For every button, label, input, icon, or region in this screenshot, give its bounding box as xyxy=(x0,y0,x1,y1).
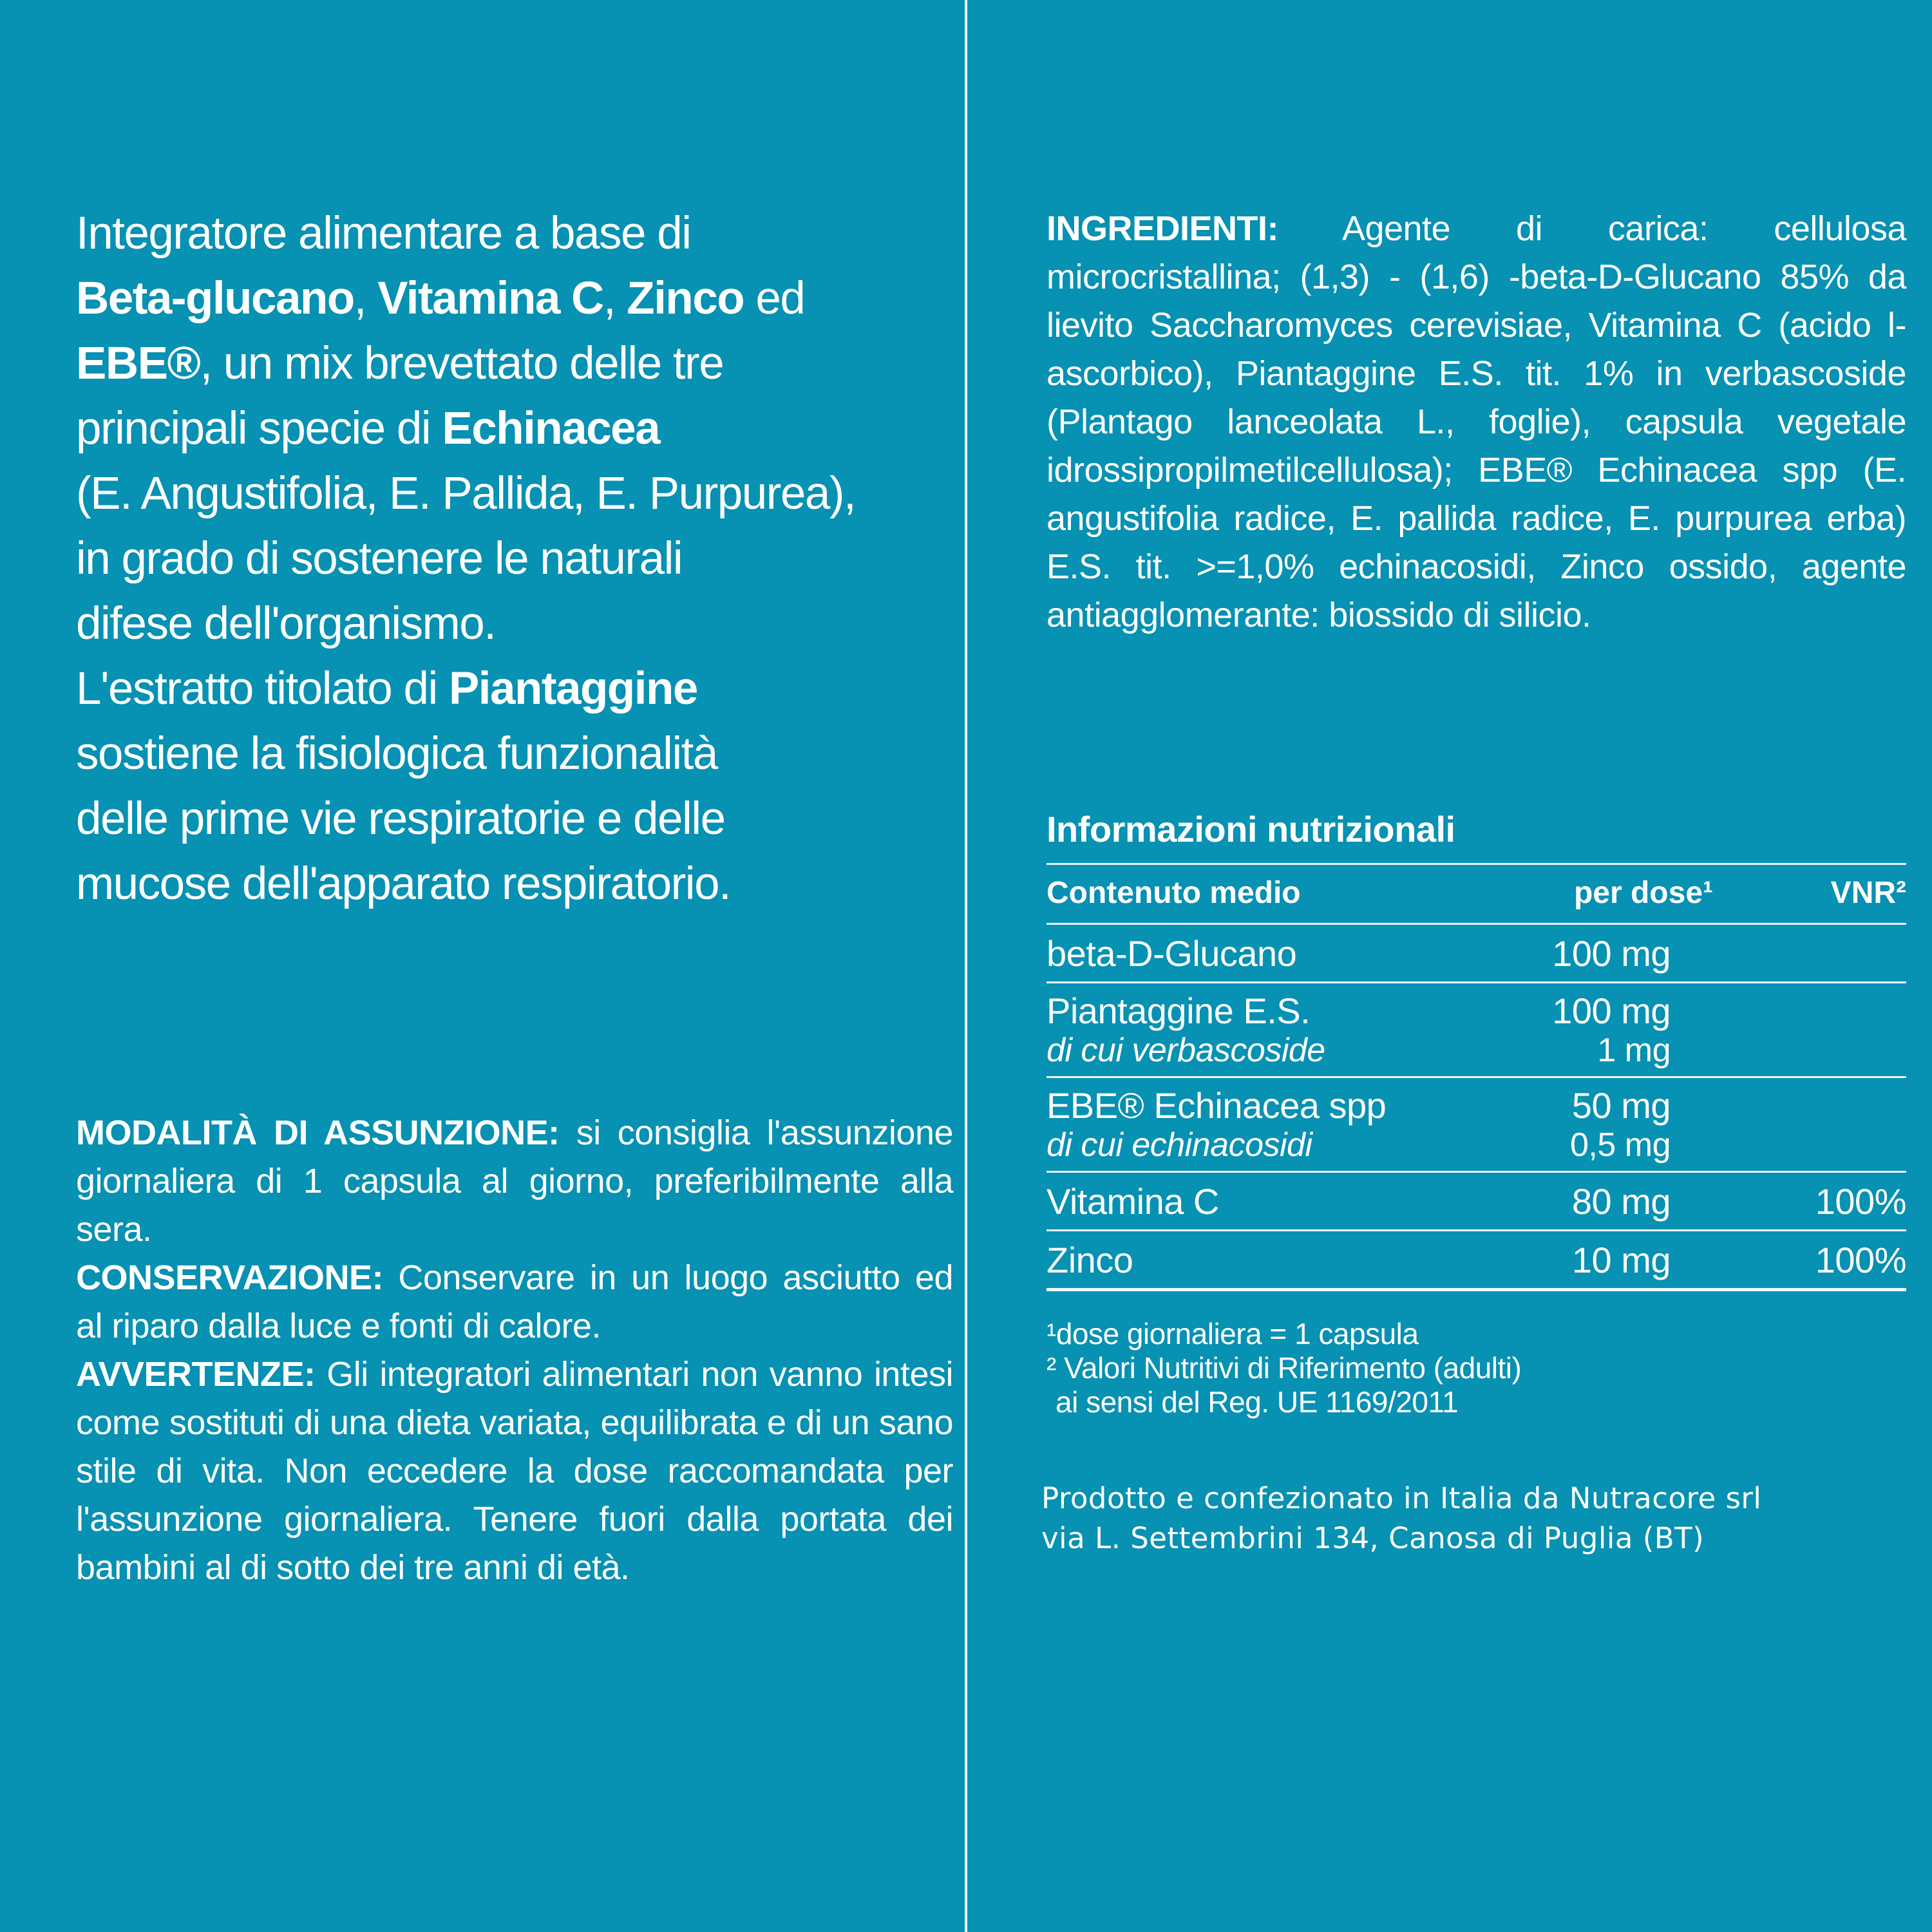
producer-line-1: Prodotto e confezionato in Italia da Nutracore srl xyxy=(1041,1481,1762,1515)
usage-section xyxy=(76,1109,953,1592)
storage-paragraph: CONSERVAZIONE: Conservare in un luogo asciutto ed al riparo dalla luce e fonti di calore. xyxy=(76,1258,953,1345)
row-name-main: EBE® Echinacea spp xyxy=(1046,1085,1387,1126)
nutrition-row-piantaggine xyxy=(1046,983,1906,1076)
header-content: Contenuto medio xyxy=(1046,876,1301,910)
row-dose-sub: 0,5 mg xyxy=(1570,1126,1671,1164)
row-name xyxy=(1046,990,1404,1068)
row-name-sub: di cui echinacosidi xyxy=(1046,1126,1312,1164)
nutrition-section xyxy=(1046,809,1906,1419)
row-dose: 10 mg xyxy=(1571,1240,1671,1280)
ingredients-paragraph: INGREDIENTI: Agente di carica: cellulosa microcristallina; (1,3) - (1,6) -beta-D-Glucano 85% da lievito Saccharomyces cerevisiae, Vitamina C (acido l-ascorbico), Piantaggine E.S. tit. 1% in verbascoside (Plantago lanceolata L., foglie), capsula vegetale idrossipropilmetilcellulosa); EBE® Echinacea spp (E. angustifolia radice, E. pallida radice, E. purpurea erba) E.S. tit. >=1,0% echinacosidi, Zinco ossido, agente antiagglomerante: biossido di silicio. xyxy=(1046,209,1906,634)
row-name: Vitamina C xyxy=(1046,1181,1219,1222)
footnote-dose: ¹dose giornaliera = 1 capsula xyxy=(1046,1317,1419,1350)
warnings-paragraph: AVVERTENZE: Gli integratori alimentari non vanno intesi come sostituti di una dieta variata, equilibrata e di un sano stile di vita. Non eccedere la dose raccomandata per l'assunzione giornaliera. Tenere fuori dalla portata dei bambini al di sotto dei tre anni di età. xyxy=(76,1355,953,1587)
nutrition-title: Informazioni nutrizionali xyxy=(1046,809,1455,849)
row-dose-main: 50 mg xyxy=(1571,1085,1671,1126)
footnote-vnr: ² Valori Nutritivi di Riferimento (adulti) xyxy=(1046,1351,1522,1385)
row-vnr xyxy=(1713,990,1906,1068)
header-per-dose: per dose¹ xyxy=(1573,876,1713,910)
row-name: beta-D-Glucano xyxy=(1046,933,1297,974)
row-vnr: 100% xyxy=(1815,1240,1906,1280)
usage-paragraph: MODALITÀ DI ASSUNZIONE: si consiglia l'assunzione giornaliera di 1 capsula al giorno, preferibilmente alla sera. xyxy=(76,1113,954,1249)
row-dose: 100 mg xyxy=(1552,933,1671,974)
table-rule-bottom xyxy=(1046,1288,1906,1291)
producer-line-2: via L. Settembrini 134, Canosa di Puglia (BT) xyxy=(1041,1521,1705,1555)
row-vnr xyxy=(1713,933,1906,975)
nutrition-row-beta-d-glucano xyxy=(1046,925,1906,981)
row-dose-sub: 1 mg xyxy=(1597,1032,1671,1069)
footnote-vnr-continuation: ai sensi del Reg. UE 1169/2011 xyxy=(1056,1385,1459,1419)
nutrition-row-vitamina-c xyxy=(1046,1173,1906,1229)
row-dose xyxy=(1404,990,1713,1068)
row-dose: 80 mg xyxy=(1571,1181,1671,1222)
row-vnr xyxy=(1713,1084,1906,1163)
column-divider xyxy=(965,0,967,1932)
nutrition-row-ebe-echinacea xyxy=(1046,1078,1906,1171)
row-dose xyxy=(1404,1084,1713,1163)
footnotes xyxy=(1046,1317,1906,1419)
header-vnr: VNR² xyxy=(1830,876,1906,910)
row-dose-main: 100 mg xyxy=(1552,990,1671,1031)
nutrition-table-header xyxy=(1046,865,1906,923)
row-name-sub: di cui verbascoside xyxy=(1046,1032,1325,1069)
row-name-main: Piantaggine E.S. xyxy=(1046,990,1311,1031)
row-vnr: 100% xyxy=(1815,1181,1906,1222)
producer-info xyxy=(1041,1479,1906,1558)
row-name: Zinco xyxy=(1046,1240,1133,1280)
row-name xyxy=(1046,1084,1404,1163)
nutrition-row-zinco xyxy=(1046,1231,1906,1288)
intro-paragraph: Integratore alimentare a base di Beta-glucano, Vitamina C, Zinco ed EBE®, un mix brevettato delle tre principali specie di Echinacea (E. Angustifolia, E. Pallida, E. Purpurea), in grado di sostenere le naturali difese dell'organismo. L'estratto titolato di Piantaggine sostiene la fisiologica funzionalità delle prime vie respiratorie e delle mucose dell'apparato respiratorio. xyxy=(76,208,856,909)
